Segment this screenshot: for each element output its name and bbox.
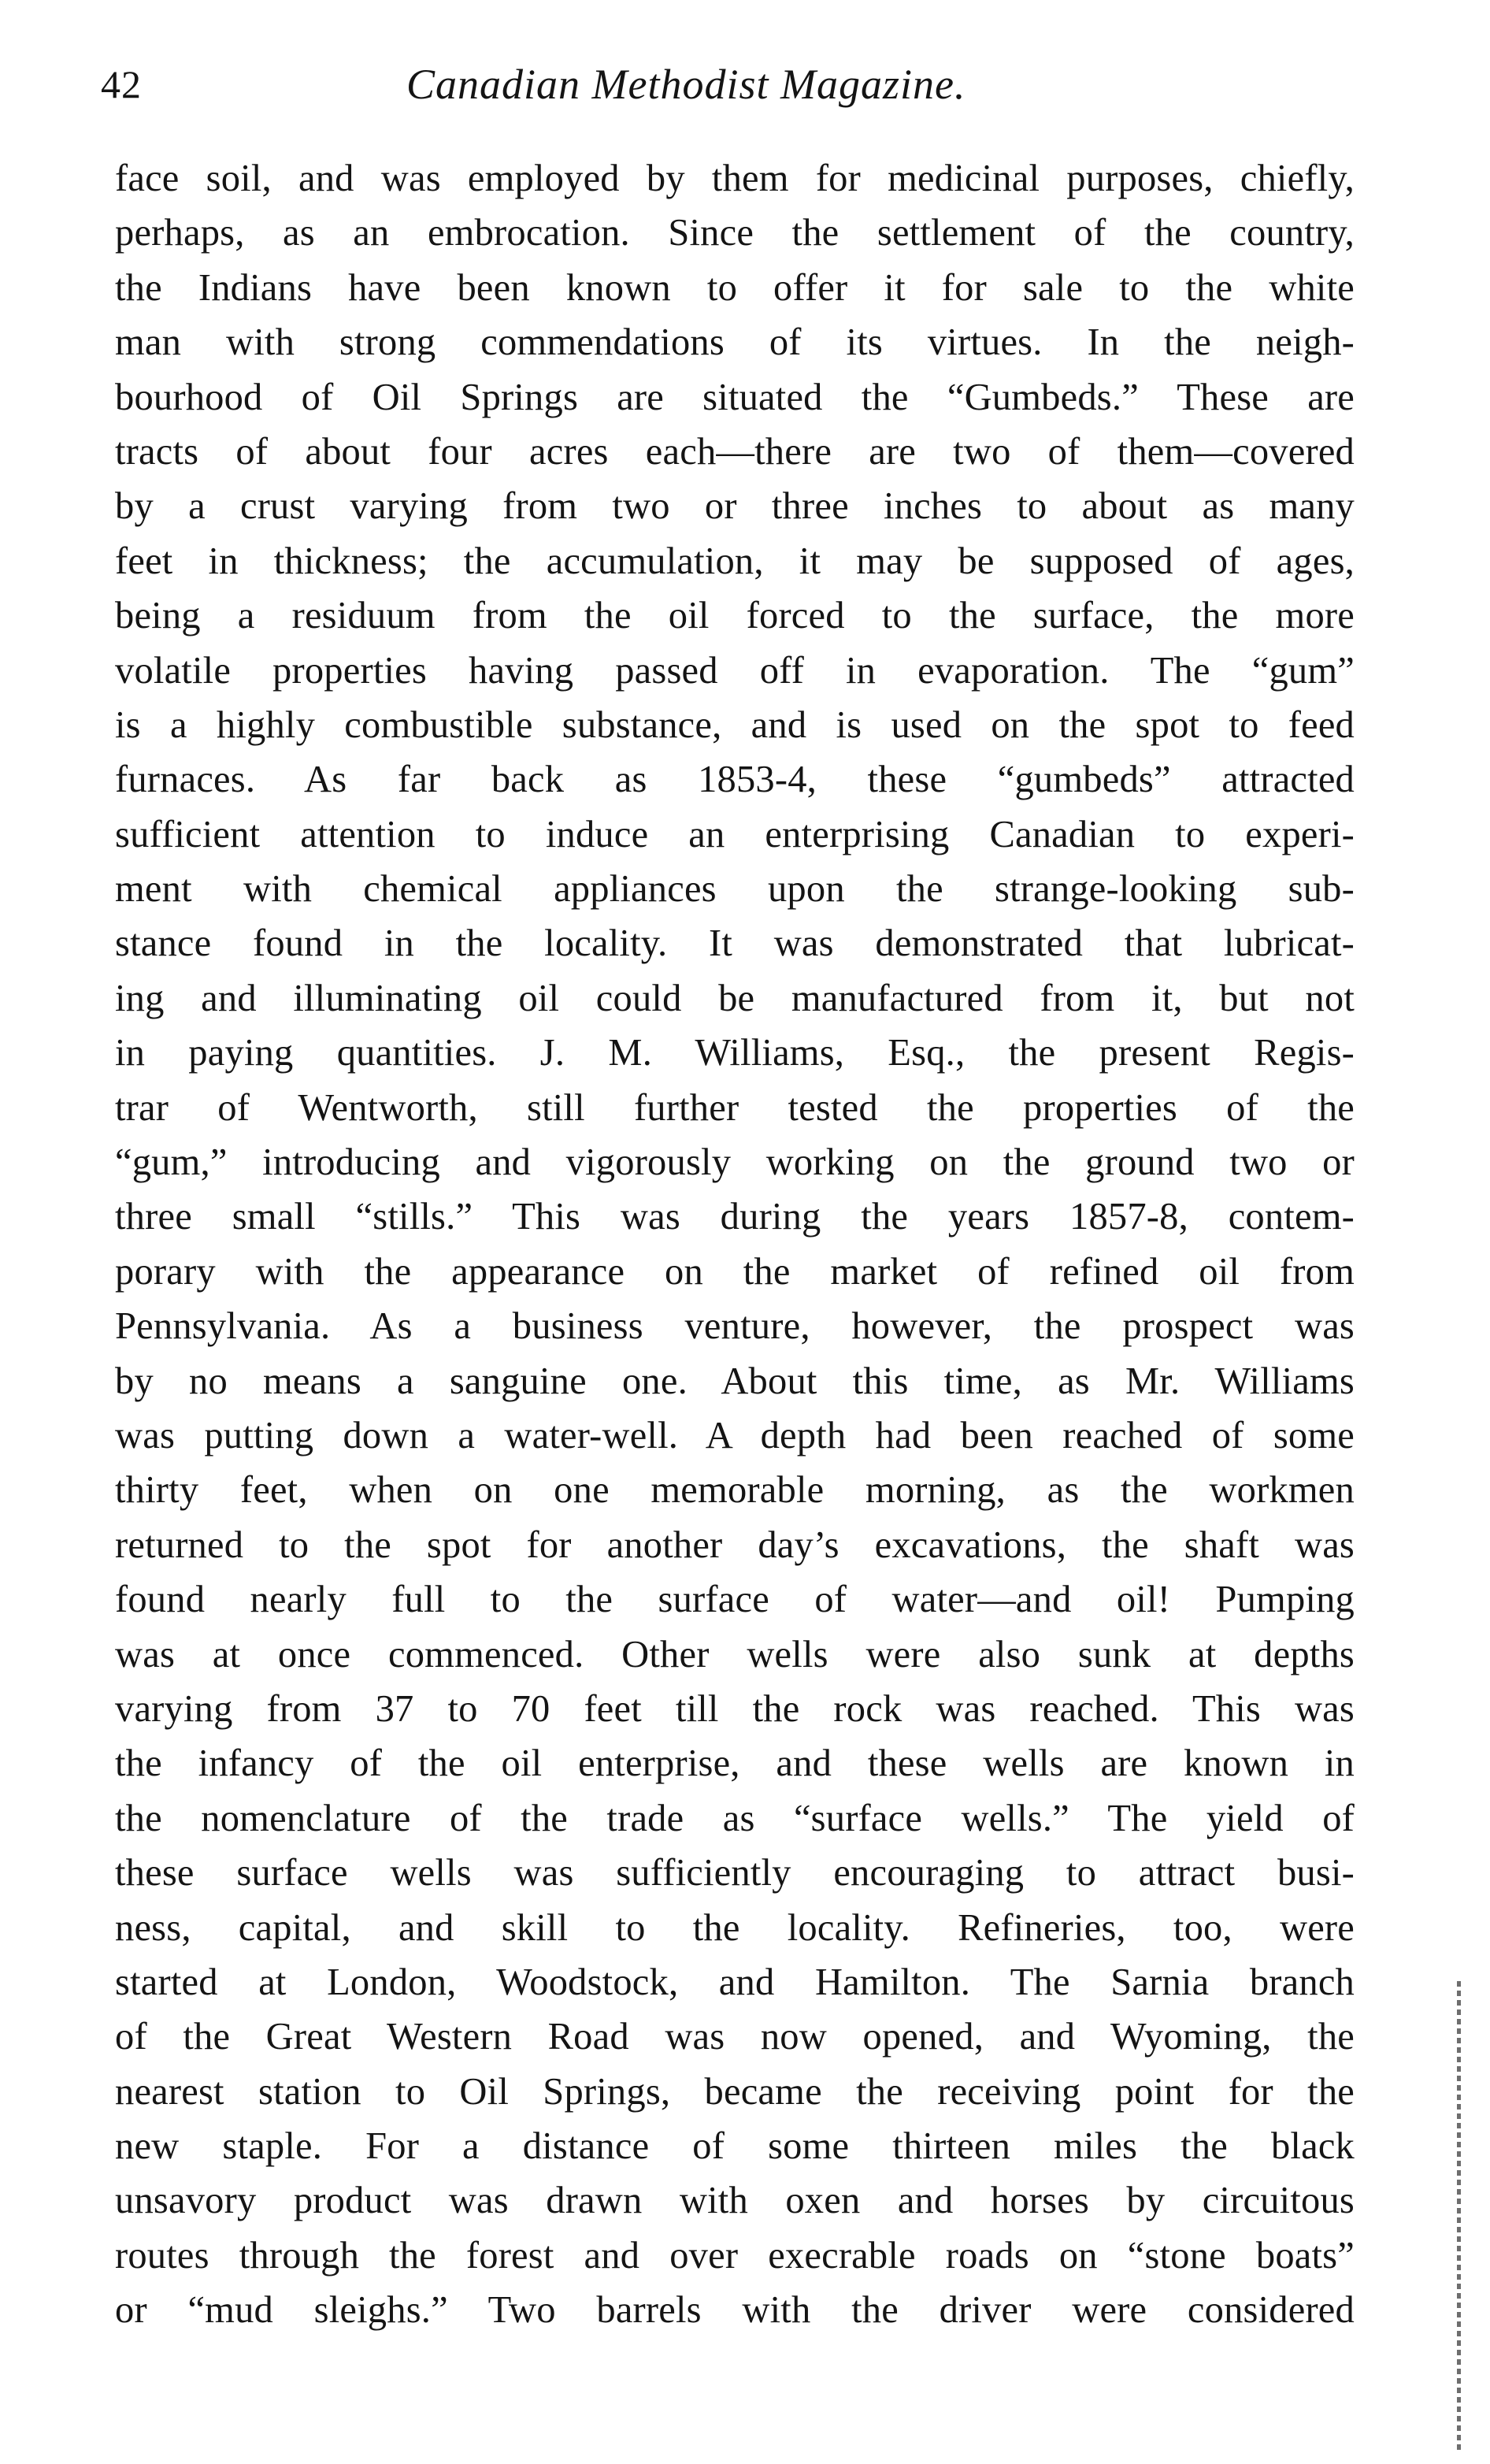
text-line: Pennsylvania. As a business venture, however, the prospect was xyxy=(115,1305,1355,1348)
text-line: these surface wells was sufficiently encouraging to attract busi- xyxy=(115,1852,1355,1894)
text-line: volatile properties having passed off in evaporation. The “gum” xyxy=(115,649,1355,692)
text-line: sufficient attention to induce an enterprising Canadian to experi- xyxy=(115,813,1355,855)
text-line: by a crust varying from two or three inches to about as many xyxy=(115,485,1355,528)
text-line: varying from 37 to 70 feet till the rock was reached. This was xyxy=(115,1687,1355,1730)
text-line: the infancy of the oil enterprise, and these wells are known in xyxy=(115,1742,1355,1785)
text-line: feet in thickness; the accumulation, it may be supposed of ages, xyxy=(115,540,1355,582)
text-line: trar of Wentworth, still further tested the properties of the xyxy=(115,1086,1355,1129)
text-line: routes through the forest and over execrable roads on “stone boats” xyxy=(115,2234,1355,2277)
text-line: started at London, Woodstock, and Hamilton. The Sarnia branch xyxy=(115,1961,1355,2003)
article-body xyxy=(115,151,1355,2338)
text-line: nearest station to Oil Springs, became the receiving point for the xyxy=(115,2070,1355,2113)
text-line: found nearly full to the surface of water—and oil! Pumping xyxy=(115,1579,1355,1621)
text-line: furnaces. As far back as 1853-4, these “gumbeds” attracted xyxy=(115,759,1355,801)
text-line: perhaps, as an embrocation. Since the settlement of the country, xyxy=(115,212,1355,254)
text-line: stance found in the locality. It was demonstrated that lubricat- xyxy=(115,922,1355,965)
text-line: was at once commenced. Other wells were also sunk at depths xyxy=(115,1633,1355,1675)
text-line: the nomenclature of the trade as “surface wells.” The yield of xyxy=(115,1797,1355,1839)
text-line: ing and illuminating oil could be manufactured from it, but not xyxy=(115,977,1355,1019)
text-line: face soil, and was employed by them for medicinal purposes, chiefly, xyxy=(115,158,1355,199)
text-line: three small “stills.” This was during the years 1857-8, contem- xyxy=(115,1196,1355,1238)
text-line: tracts of about four acres each—there are two of them—covered xyxy=(115,430,1355,473)
text-line: was putting down a water-well. A depth had been reached of some xyxy=(115,1414,1355,1457)
page-number: 42 xyxy=(101,62,142,106)
running-title: Canadian Methodist Magazine. xyxy=(406,61,966,108)
text-line: ment with chemical appliances upon the strange-looking sub- xyxy=(115,868,1355,911)
text-line: is a highly combustible substance, and is used on the spot to feed xyxy=(115,703,1355,746)
text-line: returned to the spot for another day’s excavations, the shaft was xyxy=(115,1523,1355,1566)
gutter-scan-line xyxy=(1457,1981,1461,2450)
text-line: being a residuum from the oil forced to the surface, the more xyxy=(115,595,1355,637)
text-line: unsavory product was drawn with oxen and horses by circuitous xyxy=(115,2180,1355,2222)
text-line: thirty feet, when on one memorable morning, as the workmen xyxy=(115,1469,1355,1512)
text-line: by no means a sanguine one. About this time, as Mr. Williams xyxy=(115,1360,1355,1402)
text-line: bourhood of Oil Springs are situated the “Gumbeds.” These are xyxy=(115,376,1355,418)
text-line: the Indians have been known to offer it for sale to the white xyxy=(115,266,1355,309)
text-line: porary with the appearance on the market of refined oil from xyxy=(115,1250,1355,1293)
text-line: new staple. For a distance of some thirteen miles the black xyxy=(115,2125,1355,2168)
text-line: or “mud sleighs.” Two barrels with the driver were considered xyxy=(115,2289,1355,2332)
text-line: ness, capital, and skill to the locality. Refineries, too, were xyxy=(115,1906,1355,1949)
text-line: in paying quantities. J. M. Williams, Esq., the present Regis- xyxy=(115,1032,1355,1074)
text-line: of the Great Western Road was now opened, and Wyoming, the xyxy=(115,2016,1355,2058)
text-line: “gum,” introducing and vigorously working on the ground two or xyxy=(115,1141,1355,1184)
running-head xyxy=(101,49,1361,120)
text-line: man with strong commendations of its virtues. In the neigh- xyxy=(115,321,1355,364)
